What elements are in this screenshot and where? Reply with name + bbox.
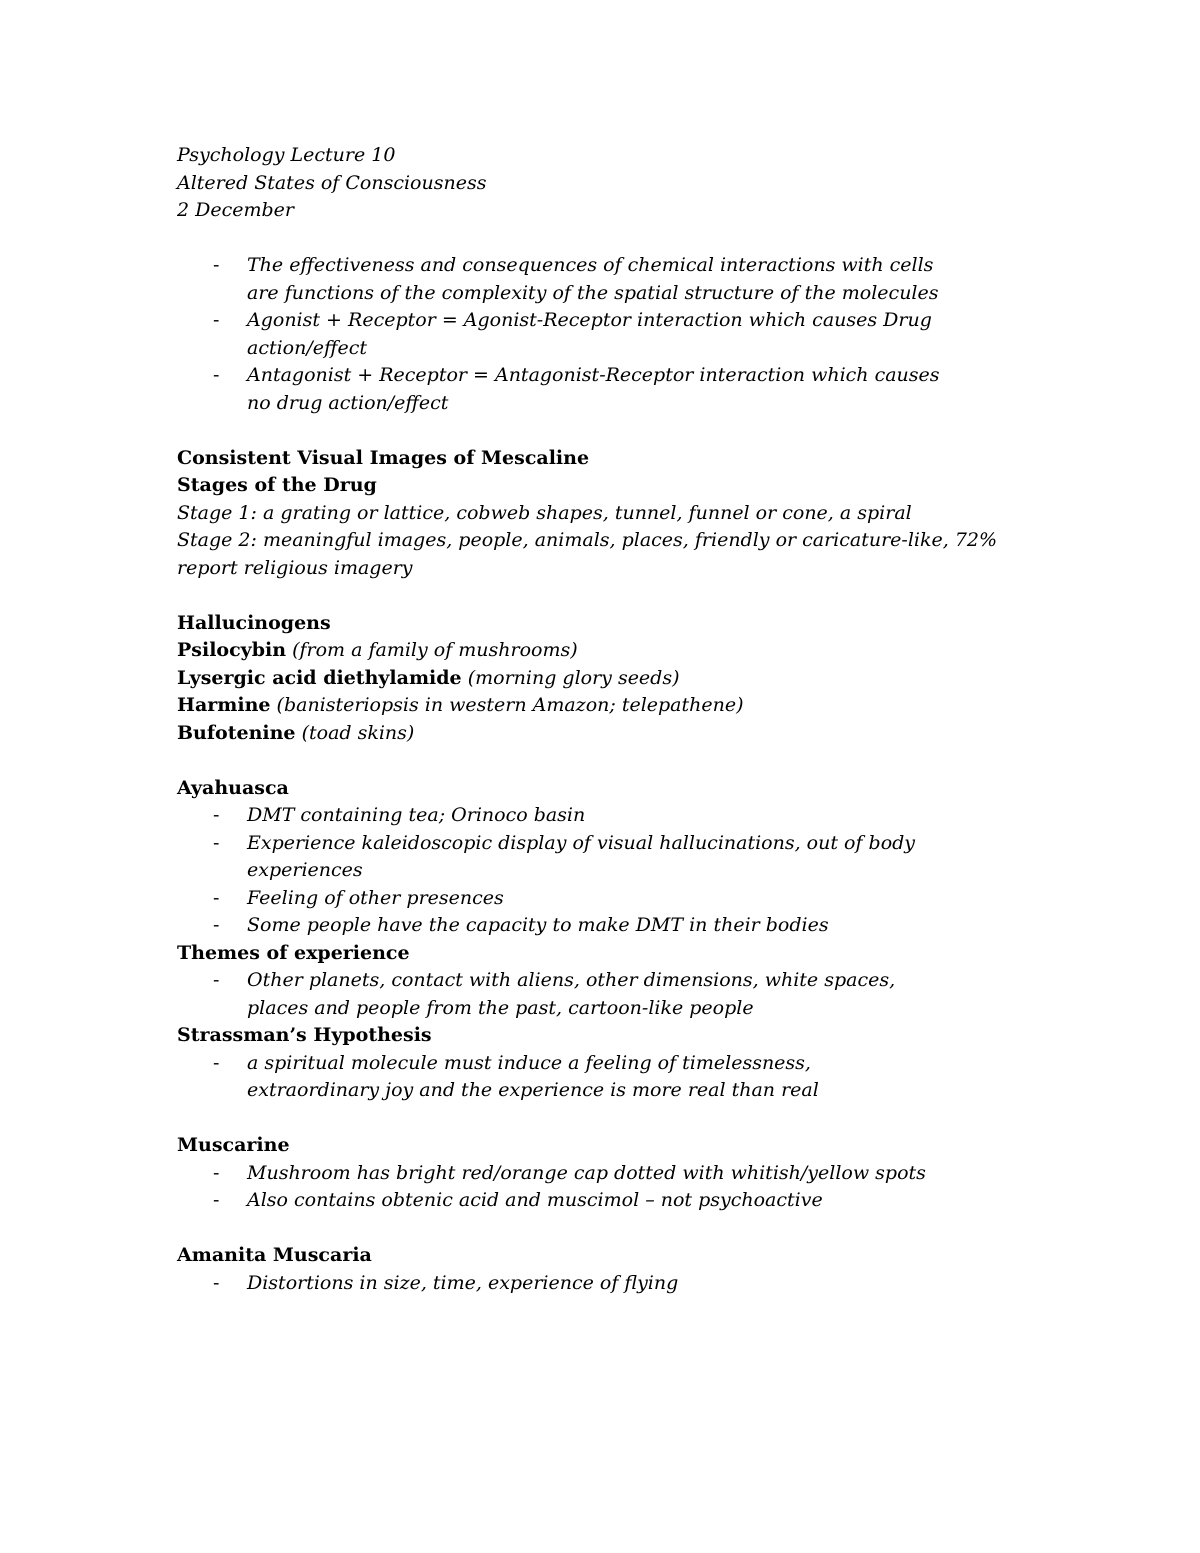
stage-1-text: Stage 1: a grating or lattice, cobweb shapes, tunnel, funnel or cone, a spiral xyxy=(177,501,912,524)
amanita-bullet-list xyxy=(177,1270,947,1298)
list-item: - The effectiveness and consequences of chemical interactions with cells are functions of the complexity of the spatial structure of the molecules xyxy=(213,254,939,304)
list-item: - Also contains obtenic acid and muscimol – not psychoactive xyxy=(213,1189,823,1211)
lecture-topic: Altered States of Consciousness xyxy=(177,171,487,194)
list-item: - Distortions in size, time, experience of flying xyxy=(213,1271,679,1294)
stage-2-text: Stage 2: meaningful images, people, animals, places, friendly or caricature-like, 72% report religious imagery xyxy=(177,529,998,579)
list-item: - DMT containing tea; Orinoco basin xyxy=(213,804,586,826)
strassman-bullet-list xyxy=(177,1050,947,1105)
amanita-heading: Amanita Muscaria xyxy=(177,1244,372,1266)
themes-heading: Themes of experience xyxy=(177,941,410,964)
list-item: - Mushroom has bright red/orange cap dotted with whitish/yellow spots xyxy=(213,1161,926,1184)
list-item: - Feeling of other presences xyxy=(213,886,504,909)
list-item: - a spiritual molecule must induce a feeling of timelessness, extraordinary joy and the experience is more real than real xyxy=(213,1051,819,1101)
list-item: - Some people have the capacity to make DMT in their bodies xyxy=(213,914,829,936)
list-item: - Antagonist + Receptor = Antagonist-Receptor interaction which causes no drug action/effect xyxy=(213,364,940,414)
muscarine-heading: Muscarine xyxy=(177,1134,290,1156)
themes-bullet-list xyxy=(177,967,947,1022)
lecture-date: 2 December xyxy=(177,199,294,221)
strassman-heading: Strassman’s Hypothesis xyxy=(177,1024,432,1046)
mescaline-heading: Consistent Visual Images of Mescaline xyxy=(177,446,590,469)
hallucinogen-item: Psilocybin (from a family of mushrooms) xyxy=(177,639,578,661)
list-item: - Agonist + Receptor = Agonist-Receptor interaction which causes Drug action/effect xyxy=(213,309,932,359)
document-body xyxy=(177,142,1037,1297)
hallucinogen-item: Lysergic acid diethylamide (morning glory seeds) xyxy=(177,666,680,689)
course-title: Psychology Lecture 10 xyxy=(177,144,396,166)
muscarine-bullet-list xyxy=(177,1160,947,1215)
hallucinogen-item: Harmine (banisteriopsis in western Amazon; telepathene) xyxy=(177,694,744,716)
list-item: - Other planets, contact with aliens, other dimensions, white spaces, places and people from the past, cartoon-like people xyxy=(213,969,896,1019)
hallucinogen-item: Bufotenine (toad skins) xyxy=(177,721,415,744)
list-item: - Experience kaleidoscopic display of visual hallucinations, out of body experiences xyxy=(213,831,916,881)
ayahuasca-bullet-list xyxy=(177,802,947,940)
stages-heading: Stages of the Drug xyxy=(177,474,377,496)
hallucinogens-heading: Hallucinogens xyxy=(177,611,331,634)
ayahuasca-heading: Ayahuasca xyxy=(177,776,289,799)
intro-bullet-list xyxy=(177,252,947,417)
